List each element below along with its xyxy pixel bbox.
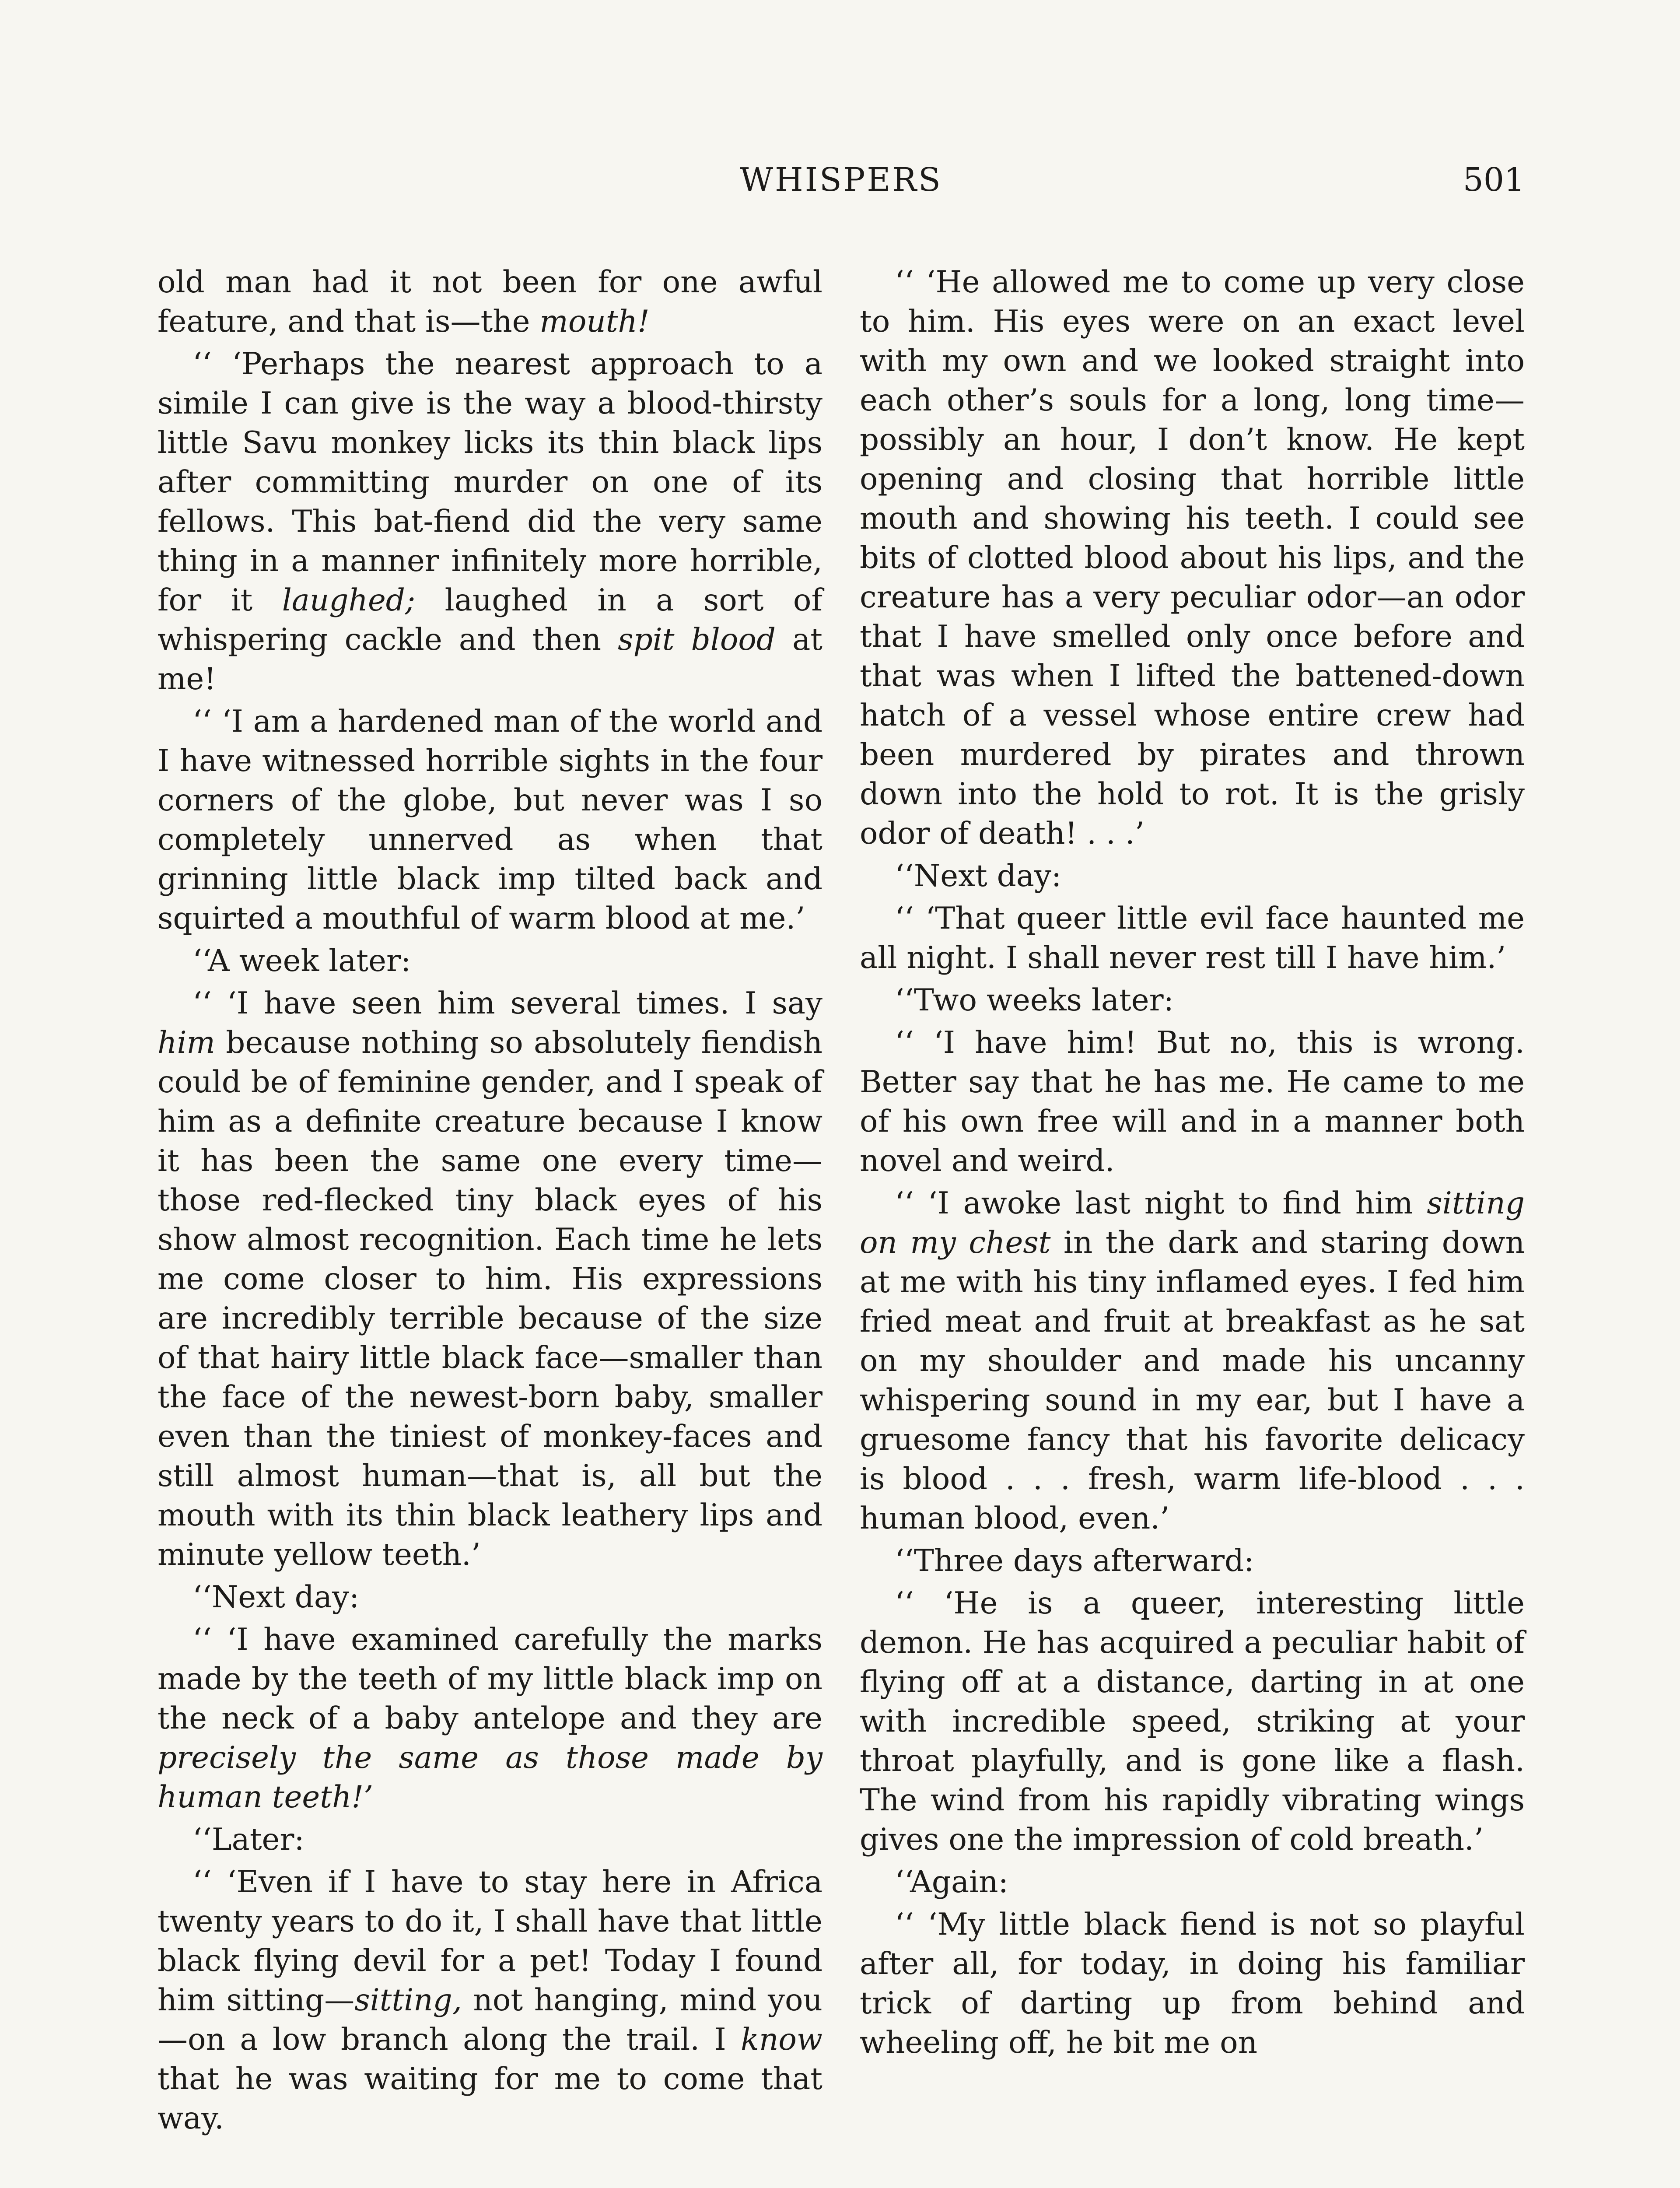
paragraph: ‘‘ ‘That queer little evil face haunted me all night. I shall never rest till I have him.’ [860, 901, 1525, 975]
paragraph: ‘‘Later: [192, 1822, 304, 1857]
paragraph: ‘‘ ‘I am a hardened man of the world and I have witnessed horrible sights in the four corners of the globe, but never was I so completely unnerved as when that grinning little black imp tilted back and squirted a mouthful of warm blood at me.’ [158, 704, 822, 936]
running-header [158, 161, 1525, 209]
paragraph: ‘‘ ‘He allowed me to come up very close to him. His eyes were on an exact level with my own and we looked straight into each other’s souls for a long, long time—possibly an hour, I don’t know. He kept opening and closing that horrible little mouth and showing his teeth. I could see bits of clotted blood about his lips, and the creature has a very peculiar odor—an odor that I have smelled only once before and that was when I lifted the battened-down hatch of a vessel whose entire crew had been murdered by pirates and thrown down into the hold to rot. It is the grisly odor of death! . . .’ [860, 265, 1525, 851]
paragraph: ‘‘ ‘I have seen him several times. I say him because nothing so absolutely fiendish could be of feminine gender, and I speak of him as a definite creature because I know it has been the same one every time—those red-flecked tiny black eyes of his show almost recognition. Each time he lets me come closer to him. His expressions are incredibly terrible because of the size of that hairy little black face—smaller than the face of the newest-born baby, smaller even than the tiniest of monkey-faces and still almost human—that is, all but the mouth with its thin black leathery lips and minute yellow teeth.’ [158, 986, 822, 1572]
running-title: WHISPERS [740, 161, 942, 199]
paragraph: ‘‘A week later: [192, 943, 411, 978]
paragraph: ‘‘ ‘Perhaps the nearest approach to a simile I can give is the way a blood-thirsty little Savu monkey licks its thin black lips after committing murder on one of its fellows. This bat-fiend did the very same thing in a manner infinitely more horrible, for it laughed; laughed in a sort of whispering cackle and then spit blood at me! [158, 347, 822, 697]
paragraph: ‘‘ ‘I have examined carefully the marks made by the teeth of my little black imp on the neck of a baby antelope and they are precisely the same as those made by human teeth!’ [158, 1622, 822, 1815]
paragraph: ‘‘Three days afterward: [895, 1543, 1254, 1578]
paragraph: ‘‘Again: [895, 1865, 1008, 1900]
paragraph: ‘‘Next day: [895, 859, 1062, 894]
paragraph: ‘‘ ‘He is a queer, interesting little demon. He has acquired a peculiar habit of flying off at a distance, darting in at one with incredible speed, striking at your throat playfully, and is gone like a flash. The wind from his rapidly vibrating wings gives one the impression of cold breath.’ [860, 1586, 1525, 1857]
right-column [860, 263, 1525, 2065]
page-number: 501 [1463, 161, 1525, 199]
paragraph: ‘‘ ‘Even if I have to stay here in Africa twenty years to do it, I shall have that little black flying devil for a pet! Today I found him sitting—sitting, not hanging, mind you—on a low branch along the trail. I know that he was waiting for me to come that way. [158, 1865, 822, 2136]
paragraph: ‘‘ ‘I have him! But no, this is wrong. Better say that he has me. He came to me of his own free will and in a manner both novel and weird. [860, 1025, 1525, 1178]
paragraph: ‘‘ ‘I awoke last night to find him sitting on my chest in the dark and staring down at me with his tiny inflamed eyes. I fed him fried meat and fruit at breakfast as he sat on my shoulder and made his uncanny whispering sound in my ear, but I have a gruesome fancy that his favorite delicacy is blood . . . fresh, warm life-blood . . . human blood, even.’ [860, 1186, 1525, 1536]
paragraph: ‘‘Two weeks later: [895, 983, 1174, 1018]
paragraph: old man had it not been for one awful feature, and that is—the mouth! [158, 265, 822, 339]
paragraph: ‘‘ ‘My little black fiend is not so playful after all, for today, in doing his familiar trick of darting up from behind and wheeling off, he bit me on [860, 1907, 1525, 2060]
paragraph: ‘‘Next day: [192, 1580, 360, 1615]
left-column [158, 263, 822, 2141]
